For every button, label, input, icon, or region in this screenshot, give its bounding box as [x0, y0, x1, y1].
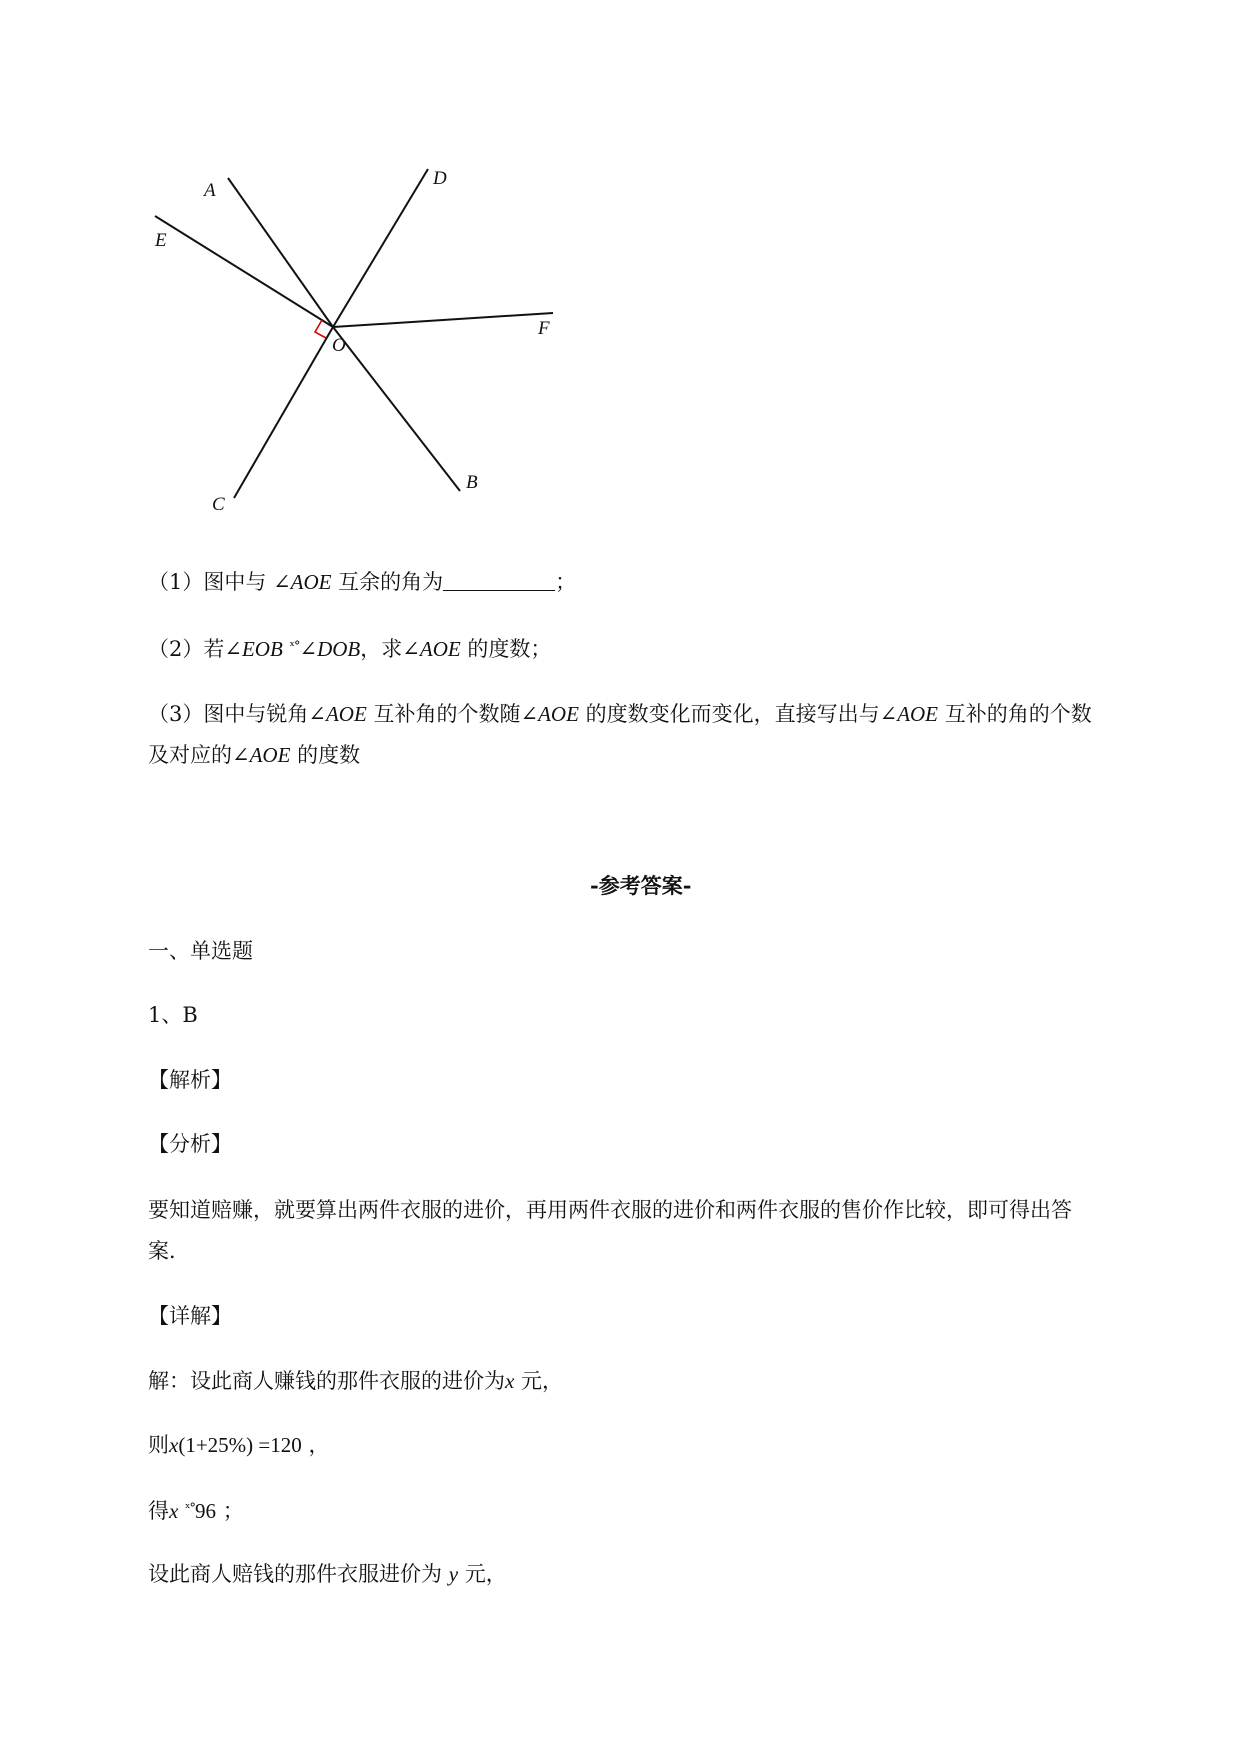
fenxi-heading: 【分析】	[148, 1132, 232, 1156]
garbled-equals-glyph: ˣ°	[185, 1501, 196, 1516]
answer-key-title: -参考答案-	[590, 873, 692, 898]
label-f: F	[538, 318, 550, 339]
ray-of	[333, 313, 553, 327]
question-3-line-1: （3）图中与锐角∠AOE 互补角的个数随∠AOE 的度数变化而变化，直接写出与∠AOE 互补的角的个数	[148, 702, 1092, 726]
analysis-line-1: 要知道赔赚，就要算出两件衣服的进价，再用两件衣服的进价和两件衣服的售价作比较，即可得出答	[148, 1198, 1072, 1222]
jiexi-heading: 【解析】	[148, 1068, 232, 1092]
xiangjie-heading: 【详解】	[148, 1304, 232, 1328]
label-d: D	[433, 168, 447, 189]
label-a: A	[204, 180, 216, 201]
question-3-line-2: 及对应的∠AOE 的度数	[148, 743, 361, 767]
ray-oe	[155, 216, 333, 327]
solution-line-3: 得x $^{ˣ^\circ}$96 ；	[148, 1499, 244, 1523]
geometry-figure	[0, 0, 620, 520]
ray-od	[333, 169, 428, 327]
answer-item-1: 1、B	[148, 1003, 198, 1027]
garbled-equals-glyph: ˣ°	[289, 639, 300, 654]
section-heading: 一、单选题	[148, 939, 253, 963]
solution-line-1: 解：设此商人赚钱的那件衣服的进价为x 元，	[148, 1369, 564, 1393]
ray-ob	[333, 327, 460, 491]
question-2: （2）若∠EOB $^{ˣ^\circ}$∠DOB，求∠AOE 的度数；	[148, 637, 552, 661]
label-e: E	[155, 230, 167, 251]
analysis-line-2: 案．	[148, 1239, 190, 1263]
ray-oc	[234, 327, 333, 498]
ray-oa	[228, 178, 333, 327]
solution-line-2: 则x(1+25%) =120 ，	[148, 1433, 330, 1457]
label-b: B	[466, 472, 478, 493]
label-o: O	[332, 335, 346, 356]
question-1: （1）图中与 ∠AOE 互余的角为 ；	[148, 570, 577, 594]
answer-blank[interactable]	[443, 570, 555, 591]
label-c: C	[212, 494, 225, 515]
solution-line-4: 设此商人赔钱的那件衣服进价为 y 元，	[148, 1562, 507, 1586]
